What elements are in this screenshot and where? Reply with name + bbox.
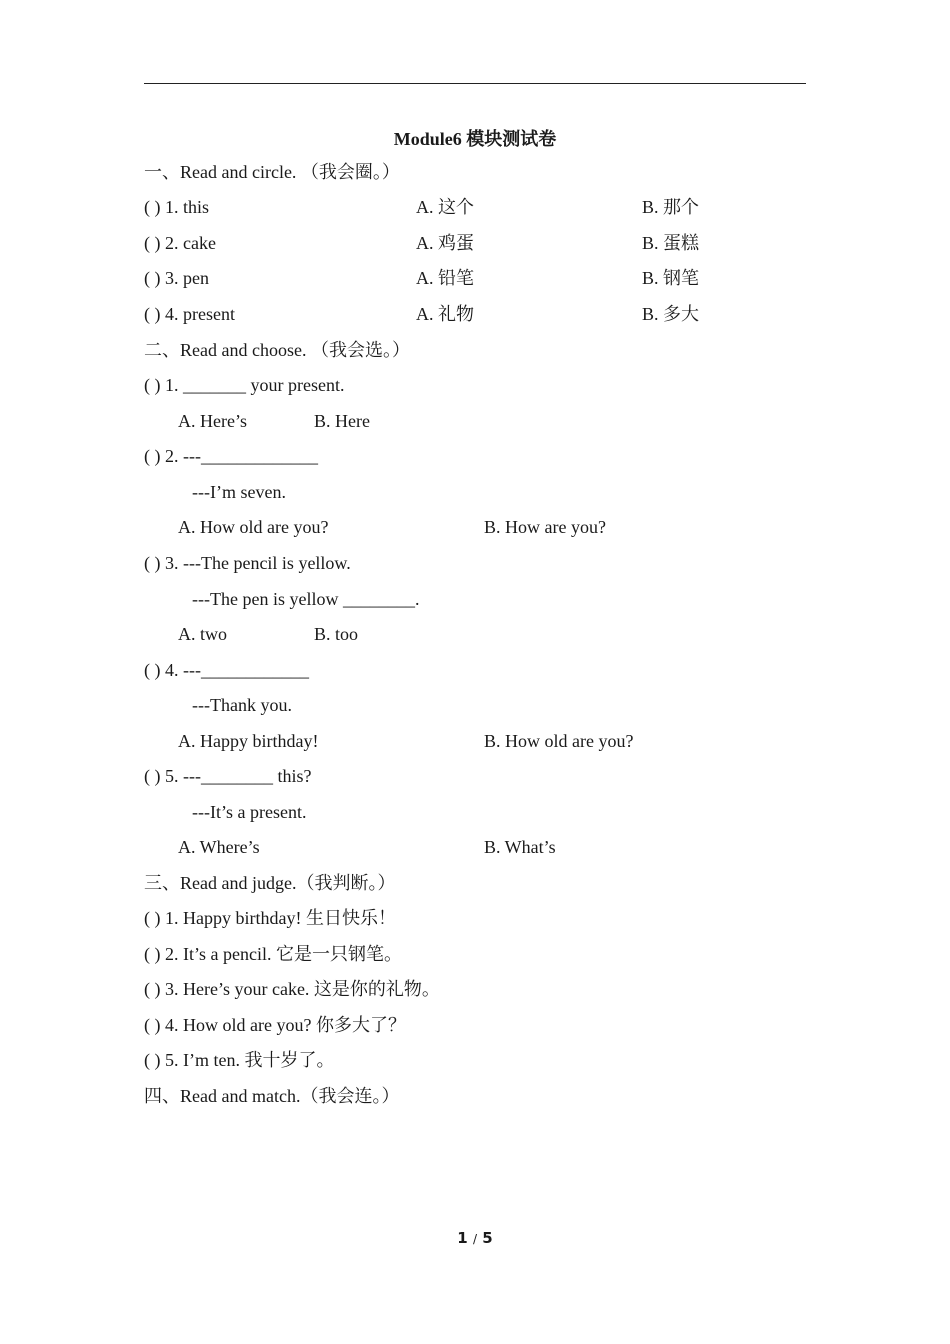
s1-q3-option-b: B. 钢笔 bbox=[642, 268, 700, 288]
s2-q4-option-b: B. How old are you? bbox=[484, 731, 634, 751]
s1-q1-option-a: A. 这个 bbox=[416, 197, 474, 217]
s1-q4-option-a: A. 礼物 bbox=[416, 304, 474, 324]
s2-q5-reply: ---It’s a present. bbox=[192, 802, 307, 822]
s2-q4-reply: ---Thank you. bbox=[192, 695, 292, 715]
page-current: 1 bbox=[457, 1229, 468, 1247]
page-separator: / bbox=[472, 1232, 478, 1246]
s1-q3: ( ) 3. pen bbox=[144, 268, 209, 288]
s2-q3-option-a: A. two bbox=[178, 624, 227, 644]
s1-q1: ( ) 1. this bbox=[144, 197, 209, 217]
s2-q1-option-b: B. Here bbox=[314, 411, 370, 431]
s2-q1-stem: ( ) 1. _______ your present. bbox=[144, 375, 345, 395]
s3-item-3: ( ) 3. Here’s your cake. 这是你的礼物。 bbox=[144, 979, 440, 999]
s2-q1-option-a: A. Here’s bbox=[178, 411, 247, 431]
s3-item-2: ( ) 2. It’s a pencil. 它是一只钢笔。 bbox=[144, 944, 402, 964]
s2-q4-stem: ( ) 4. ---____________ bbox=[144, 660, 309, 680]
page-title: Module6 模块测试卷 bbox=[393, 129, 557, 149]
s3-item-5: ( ) 5. I’m ten. 我十岁了。 bbox=[144, 1050, 335, 1070]
section3-heading: 三、Read and judge.（我判断。） bbox=[144, 873, 396, 893]
s2-q3-stem: ( ) 3. ---The pencil is yellow. bbox=[144, 553, 351, 573]
s2-q2-option-b: B. How are you? bbox=[484, 517, 606, 537]
s2-q5-option-a: A. Where’s bbox=[178, 837, 260, 857]
s1-q4-option-b: B. 多大 bbox=[642, 304, 700, 324]
s2-q3-option-b: B. too bbox=[314, 624, 359, 644]
s2-q2-option-a: A. How old are you? bbox=[178, 517, 329, 537]
section4-heading: 四、Read and match.（我会连。） bbox=[144, 1086, 400, 1106]
s2-q5-stem: ( ) 5. ---________ this? bbox=[144, 766, 312, 786]
page-total: 5 bbox=[482, 1229, 493, 1247]
header-rule bbox=[144, 83, 806, 84]
page-number bbox=[0, 1229, 950, 1247]
s3-item-1: ( ) 1. Happy birthday! 生日快乐！ bbox=[144, 908, 396, 928]
s2-q2-reply: ---I’m seven. bbox=[192, 482, 286, 502]
s3-item-4: ( ) 4. How old are you? 你多大了？ bbox=[144, 1015, 406, 1035]
s1-q3-option-a: A. 铅笔 bbox=[416, 268, 474, 288]
section1-heading: 一、Read and circle. （我会圈。） bbox=[144, 162, 400, 182]
s2-q5-option-b: B. What’s bbox=[484, 837, 556, 857]
s1-q1-option-b: B. 那个 bbox=[642, 197, 700, 217]
s2-q2-stem: ( ) 2. ---_____________ bbox=[144, 446, 318, 466]
s1-q2-option-a: A. 鸡蛋 bbox=[416, 233, 474, 253]
s1-q2-option-b: B. 蛋糕 bbox=[642, 233, 700, 253]
s1-q4: ( ) 4. present bbox=[144, 304, 235, 324]
section2-heading: 二、Read and choose. （我会选。） bbox=[144, 340, 410, 360]
s1-q2: ( ) 2. cake bbox=[144, 233, 216, 253]
s2-q3-reply: ---The pen is yellow ________. bbox=[192, 589, 420, 609]
s2-q4-option-a: A. Happy birthday! bbox=[178, 731, 319, 751]
